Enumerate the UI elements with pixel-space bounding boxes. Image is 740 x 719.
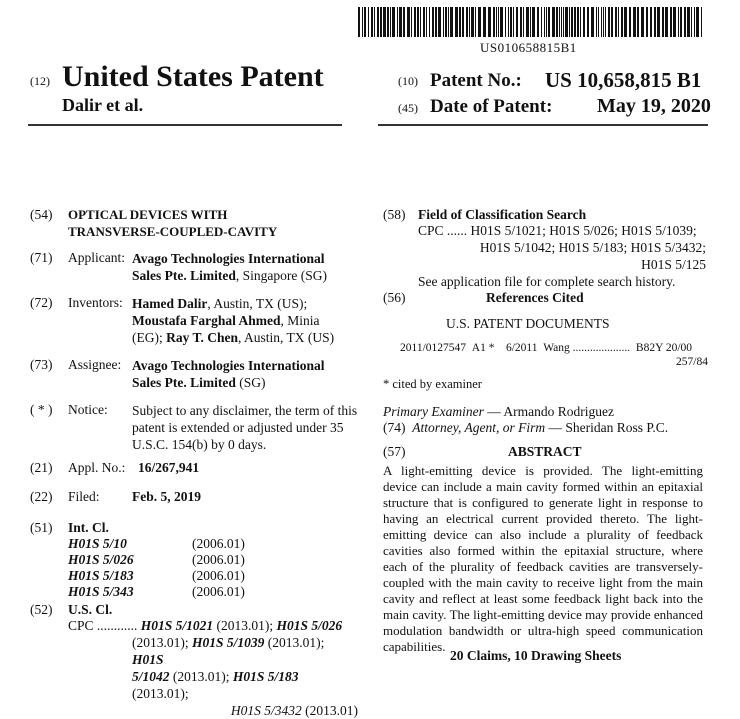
assignee-value: Avago Technologies International Sales Pte. Limited (SG)	[132, 358, 325, 390]
barcode-bar	[598, 7, 599, 37]
barcode-bar	[420, 7, 421, 37]
barcode-bar	[583, 7, 585, 37]
notice-label: Notice:	[68, 402, 108, 417]
barcode-bar	[475, 7, 476, 37]
barcode-bar	[601, 7, 602, 37]
barcode-bar	[637, 7, 639, 37]
barcode-bar	[516, 7, 518, 37]
code-45: (45)	[398, 101, 418, 115]
barcode-bar	[510, 7, 512, 37]
barcode-bar	[380, 7, 382, 37]
abstract-text: A light-emitting device is provided. The light-emitting device can include a main cavity formed within an epitaxial structure that is configured to generate light in response to having an electrical current provided thereto. The light-emitting device can also include a plurality of feedback cavities also formed within the epitaxial structure, where each of the plurality of feedback cavities are transversely-coupled with the main cavity to receive light from the main cavity and reflect at least some feedback light back into the main cavity. The light-emitting device may provide enhanced modulation bandwidth or ultra-high speed communication capabilities.	[383, 463, 703, 654]
barcode-bar	[559, 7, 560, 37]
us-cl-code: (52)	[30, 602, 53, 617]
table-row: H01S 5/183 (2006.01)	[68, 568, 245, 583]
barcode-bar	[654, 7, 656, 37]
ref-entry: 2011/0127547 A1 * 6/2011 Wang .................... B82Y 20/00	[400, 342, 693, 354]
barcode-bar	[500, 7, 503, 37]
barcode-bar	[399, 7, 402, 37]
barcode-bar	[546, 7, 547, 37]
appl-number: 16/267,941	[138, 460, 200, 475]
barcode	[358, 7, 703, 37]
barcode-bar	[478, 7, 481, 37]
claims-line: 20 Claims, 10 Drawing Sheets	[450, 648, 622, 663]
barcode-bar	[438, 7, 441, 37]
title-code: (54)	[30, 207, 53, 222]
notice-value: Subject to any disclaimer, the term of this patent is extended or adjusted under 35 U.S.C. 154(b) by 0 days.	[132, 403, 358, 452]
barcode-bar	[571, 7, 573, 37]
code-10: (10)	[398, 74, 418, 88]
applicant-value: Avago Technologies International Sales Pte. Limited, Singapore (SG)	[132, 251, 327, 283]
patent-number: US 10,658,815 B1	[545, 68, 702, 92]
inventors-value: Hamed Dalir, Austin, TX (US); Moustafa Farghal Ahmed, Minia (EG); Ray T. Chen, Austin, TX (US)	[132, 296, 335, 345]
barcode-bar	[678, 7, 679, 37]
barcode-bar	[493, 7, 495, 37]
barcode-bar	[377, 7, 379, 37]
barcode-bar	[414, 7, 416, 37]
applicant-code: (71)	[30, 250, 53, 265]
barcode-bar	[574, 7, 576, 37]
barcode-bar	[445, 7, 447, 37]
barcode-bar	[435, 7, 437, 37]
barcode-bar	[569, 7, 570, 37]
barcode-bar	[621, 7, 623, 37]
int-cl-table	[68, 536, 245, 600]
barcode-bar	[673, 7, 676, 37]
barcode-bar	[508, 7, 509, 37]
barcode-bar	[603, 7, 604, 37]
invention-title: OPTICAL DEVICES WITH TRANSVERSE-COUPLED-CAVITY	[68, 207, 278, 239]
barcode-bar	[513, 7, 514, 37]
barcode-bar	[397, 7, 398, 37]
barcode-bar	[362, 7, 363, 37]
filed-label: Filed:	[68, 489, 100, 504]
int-cl-label: Int. Cl.	[68, 520, 109, 535]
barcode-bar	[462, 7, 464, 37]
barcode-bar	[505, 7, 506, 37]
table-row: H01S 5/10 (2006.01)	[68, 536, 245, 551]
barcode-bar	[665, 7, 668, 37]
barcode-bar	[498, 7, 499, 37]
barcode-bar	[691, 7, 692, 37]
barcode-bar	[680, 7, 682, 37]
abstract-label: ABSTRACT	[508, 444, 582, 459]
barcode-bar	[368, 7, 369, 37]
patent-no-label: Patent No.:	[430, 70, 522, 91]
us-cl-label: U.S. Cl.	[68, 602, 113, 617]
document-title: United States Patent	[62, 60, 324, 93]
barcode-bar	[469, 7, 470, 37]
barcode-bar	[423, 7, 425, 37]
barcode-bar	[544, 7, 545, 37]
barcode-bar	[537, 7, 539, 37]
barcode-bar	[591, 7, 594, 37]
barcode-bar	[701, 7, 702, 37]
barcode-bar	[650, 7, 652, 37]
refs-subheading: U.S. PATENT DOCUMENTS	[446, 316, 610, 331]
barcode-bar	[392, 7, 395, 37]
refs-label: References Cited	[486, 290, 584, 305]
barcode-bar	[520, 7, 522, 37]
field-label: Field of Classification Search	[418, 207, 587, 222]
abstract-code: (57)	[383, 444, 406, 459]
barcode-bar	[532, 7, 535, 37]
barcode-bar	[523, 7, 524, 37]
notice-code: ( * )	[30, 402, 53, 417]
barcode-bar	[694, 7, 695, 37]
appl-code: (21)	[30, 460, 53, 475]
examiner: Primary Examiner — Armando Rodriguez	[383, 404, 614, 419]
barcode-bar	[670, 7, 672, 37]
assignee-label: Assignee:	[68, 357, 122, 372]
appl-label: Appl. No.:	[68, 460, 126, 475]
barcode-bar	[466, 7, 468, 37]
barcode-bar	[459, 7, 461, 37]
barcode-bar	[624, 7, 627, 37]
barcode-bar	[548, 7, 550, 37]
inventors-short: Dalir et al.	[62, 95, 144, 115]
header-rule-right	[378, 124, 708, 126]
barcode-bar	[429, 7, 430, 37]
filed-code: (22)	[30, 489, 53, 504]
int-cl-code: (51)	[30, 520, 53, 535]
barcode-bar	[407, 7, 410, 37]
header-rule-left	[28, 124, 342, 126]
barcode-bar	[641, 7, 644, 37]
barcode-bar	[580, 7, 581, 37]
barcode-bar	[556, 7, 558, 37]
barcode-bar	[471, 7, 474, 37]
date-label: Date of Patent:	[430, 96, 553, 117]
barcode-bar	[552, 7, 555, 37]
barcode-bar	[530, 7, 531, 37]
barcode-bar	[662, 7, 664, 37]
filed-date: Feb. 5, 2019	[132, 489, 201, 504]
barcode-bar	[426, 7, 427, 37]
barcode-bar	[403, 7, 405, 37]
barcode-bar	[657, 7, 660, 37]
barcode-bar	[390, 7, 391, 37]
barcode-number: US010658815B1	[480, 40, 577, 55]
barcode-bar	[448, 7, 449, 37]
barcode-bar	[629, 7, 631, 37]
barcode-bar	[596, 7, 597, 37]
refs-code: (56)	[383, 290, 406, 305]
patent-date: May 19, 2020	[597, 95, 711, 117]
barcode-bar	[371, 7, 373, 37]
barcode-bar	[608, 7, 610, 37]
barcode-bar	[483, 7, 486, 37]
barcode-bar	[387, 7, 389, 37]
barcode-bar	[605, 7, 606, 37]
barcode-bar	[358, 7, 360, 37]
barcode-bar	[496, 7, 497, 37]
table-row: H01S 5/026 (2006.01)	[68, 552, 245, 567]
barcode-bar	[374, 7, 375, 37]
barcode-bar	[561, 7, 562, 37]
barcode-bar	[611, 7, 613, 37]
barcode-bar	[526, 7, 529, 37]
barcode-bar	[646, 7, 648, 37]
inventors-label: Inventors:	[68, 295, 123, 310]
barcode-bar	[587, 7, 589, 37]
barcode-bar	[541, 7, 542, 37]
code-12: (12)	[30, 74, 50, 88]
barcode-bar	[383, 7, 386, 37]
barcode-bar	[364, 7, 366, 37]
barcode-bar	[563, 7, 564, 37]
barcode-bar	[432, 7, 434, 37]
applicant-label: Applicant:	[68, 250, 125, 265]
barcode-bar	[618, 7, 619, 37]
field-value: CPC ...... H01S 5/1021; H01S 5/026; H01S 5/1039; H01S 5/1042; H01S 5/183; H01S 5/3432; H01S 5/125 See application file for complete search history.	[418, 223, 706, 289]
cited-note: * cited by examiner	[383, 377, 482, 391]
barcode-bar	[450, 7, 453, 37]
barcode-bar	[684, 7, 686, 37]
barcode-bar	[633, 7, 636, 37]
barcode-bar	[411, 7, 412, 37]
inventors-code: (72)	[30, 295, 53, 310]
attorney: (74) Attorney, Agent, or Firm — Sheridan Ross P.C.	[383, 420, 669, 435]
barcode-bar	[455, 7, 458, 37]
barcode-bar	[696, 7, 699, 37]
field-code: (58)	[383, 207, 406, 222]
barcode-bar	[565, 7, 568, 37]
barcode-bar	[615, 7, 617, 37]
ref-entry-class2: 257/84	[676, 356, 708, 368]
barcode-bar	[687, 7, 690, 37]
table-row: H01S 5/343 (2006.01)	[68, 584, 245, 599]
us-cl-value: CPC ............ H01S 5/1021 (2013.01); H01S 5/026 (2013.01); H01S 5/1039 (2013.01); H01S 5/1042 (2013.01); H01S 5/183 (2013.01); H01S 5/3432 (2013.01)	[68, 618, 358, 718]
barcode-bar	[417, 7, 419, 37]
assignee-code: (73)	[30, 357, 53, 372]
barcode-bar	[443, 7, 444, 37]
barcode-bar	[577, 7, 579, 37]
barcode-bar	[488, 7, 491, 37]
